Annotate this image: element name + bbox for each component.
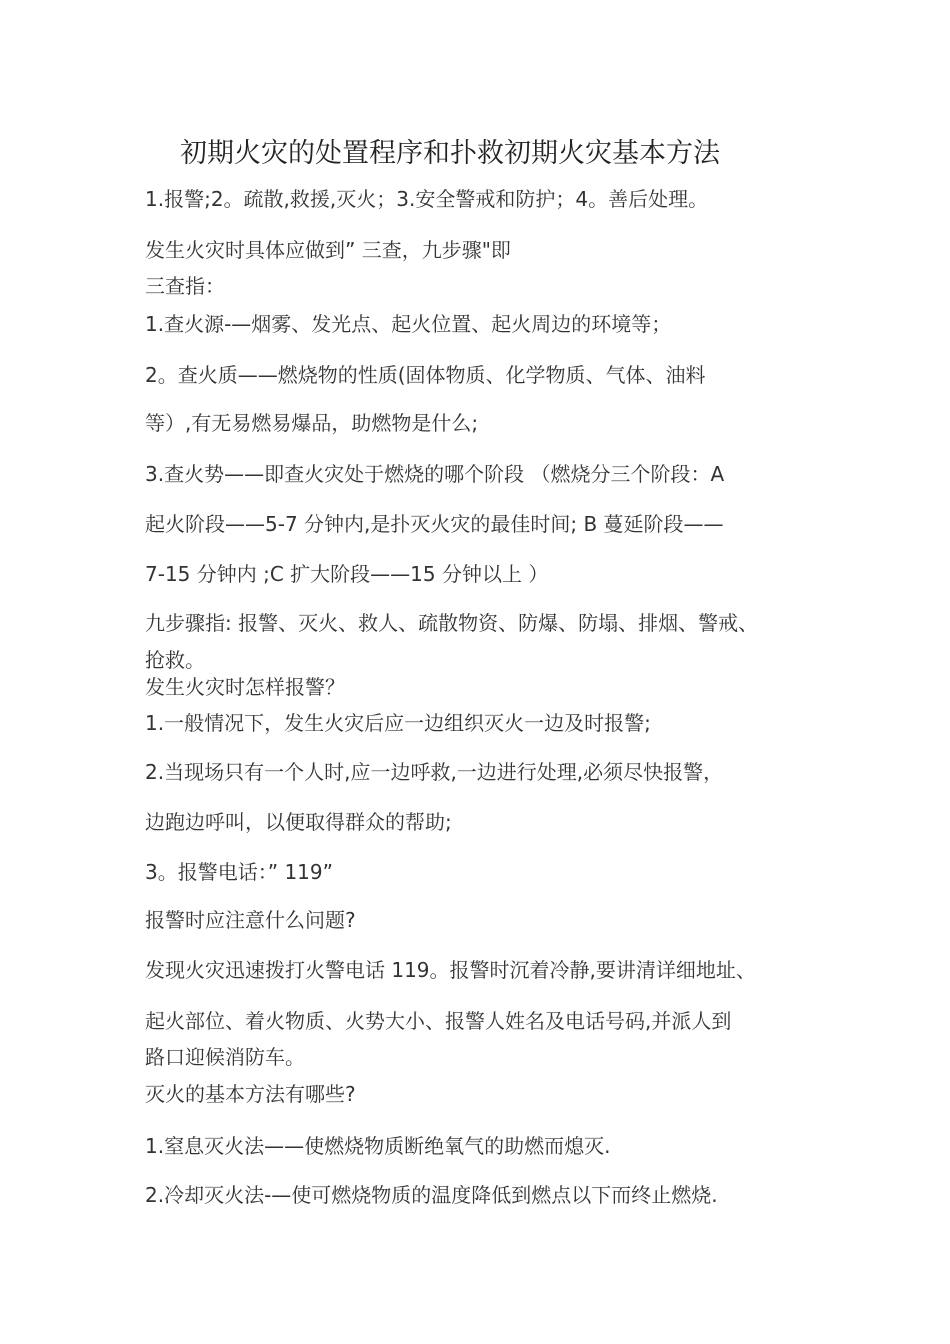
check-fire-intensity-cont-1: 起火阶段——5-7 分钟内,是扑灭火灾的最佳时间; B 蔓延阶段—— [145, 512, 724, 536]
paragraph-three-checks-nine-steps: 发生火灾时具体应做到” 三查，九步骤"即 [145, 238, 511, 262]
report-item-2: 2.当现场只有一个人时,应一边呼救,一边进行处理,必须尽快报警， [145, 760, 724, 784]
nine-steps: 九步骤指: 报警、灭火、救人、疏散物资、防爆、防塌、排烟、警戒、 [145, 611, 759, 635]
heading-how-to-report: 发生火灾时怎样报警？ [145, 675, 345, 699]
heading-extinguish-methods: 灭火的基本方法有哪些? [145, 1082, 356, 1106]
check-fire-intensity: 3.查火势——即查火灾处于燃烧的哪个阶段 （燃烧分三个阶段：A [145, 462, 725, 486]
heading-three-checks: 三查指： [145, 274, 225, 298]
report-notes-1: 发现火灾迅速拨打火警电话 119。报警时沉着冷静,要讲清详细地址、 [145, 958, 756, 982]
check-fire-source: 1.查火源-—烟雾、发光点、起火位置、起火周边的环境等； [145, 312, 672, 336]
method-suffocation: 1.窒息灭火法——使燃烧物质断绝氧气的助燃而熄灭. [145, 1134, 611, 1158]
report-item-1: 1.一般情况下，发生火灾后应一边组织灭火一边及时报警; [145, 711, 651, 735]
report-item-3: 3。报警电话：” 119” [145, 860, 333, 884]
paragraph-procedure-steps: 1.报警;2。疏散,救援,灭火；3.安全警戒和防护；4。善后处理。 [145, 187, 709, 211]
check-fire-material: 2。查火质——燃烧物的性质(固体物质、化学物质、气体、油料 [145, 363, 706, 387]
check-fire-intensity-cont-2: 7-15 分钟内 ;C 扩大阶段——15 分钟以上 ） [145, 562, 549, 586]
report-notes-3: 路口迎候消防车。 [145, 1045, 305, 1069]
heading-report-notes: 报警时应注意什么问题? [145, 908, 356, 932]
nine-steps-cont: 抢救。 [145, 648, 205, 672]
document-title: 初期火灾的处置程序和扑救初期火灾基本方法 [180, 138, 720, 169]
report-item-2-cont: 边跑边呼叫，以便取得群众的帮助; [145, 810, 452, 834]
check-fire-material-cont: 等）,有无易燃易爆品，助燃物是什么; [145, 411, 479, 435]
report-notes-2: 起火部位、着火物质、火势大小、报警人姓名及电话号码,并派人到 [145, 1009, 732, 1033]
method-cooling: 2.冷却灭火法-—使可燃烧物质的温度降低到燃点以下而终止燃烧. [145, 1183, 718, 1207]
